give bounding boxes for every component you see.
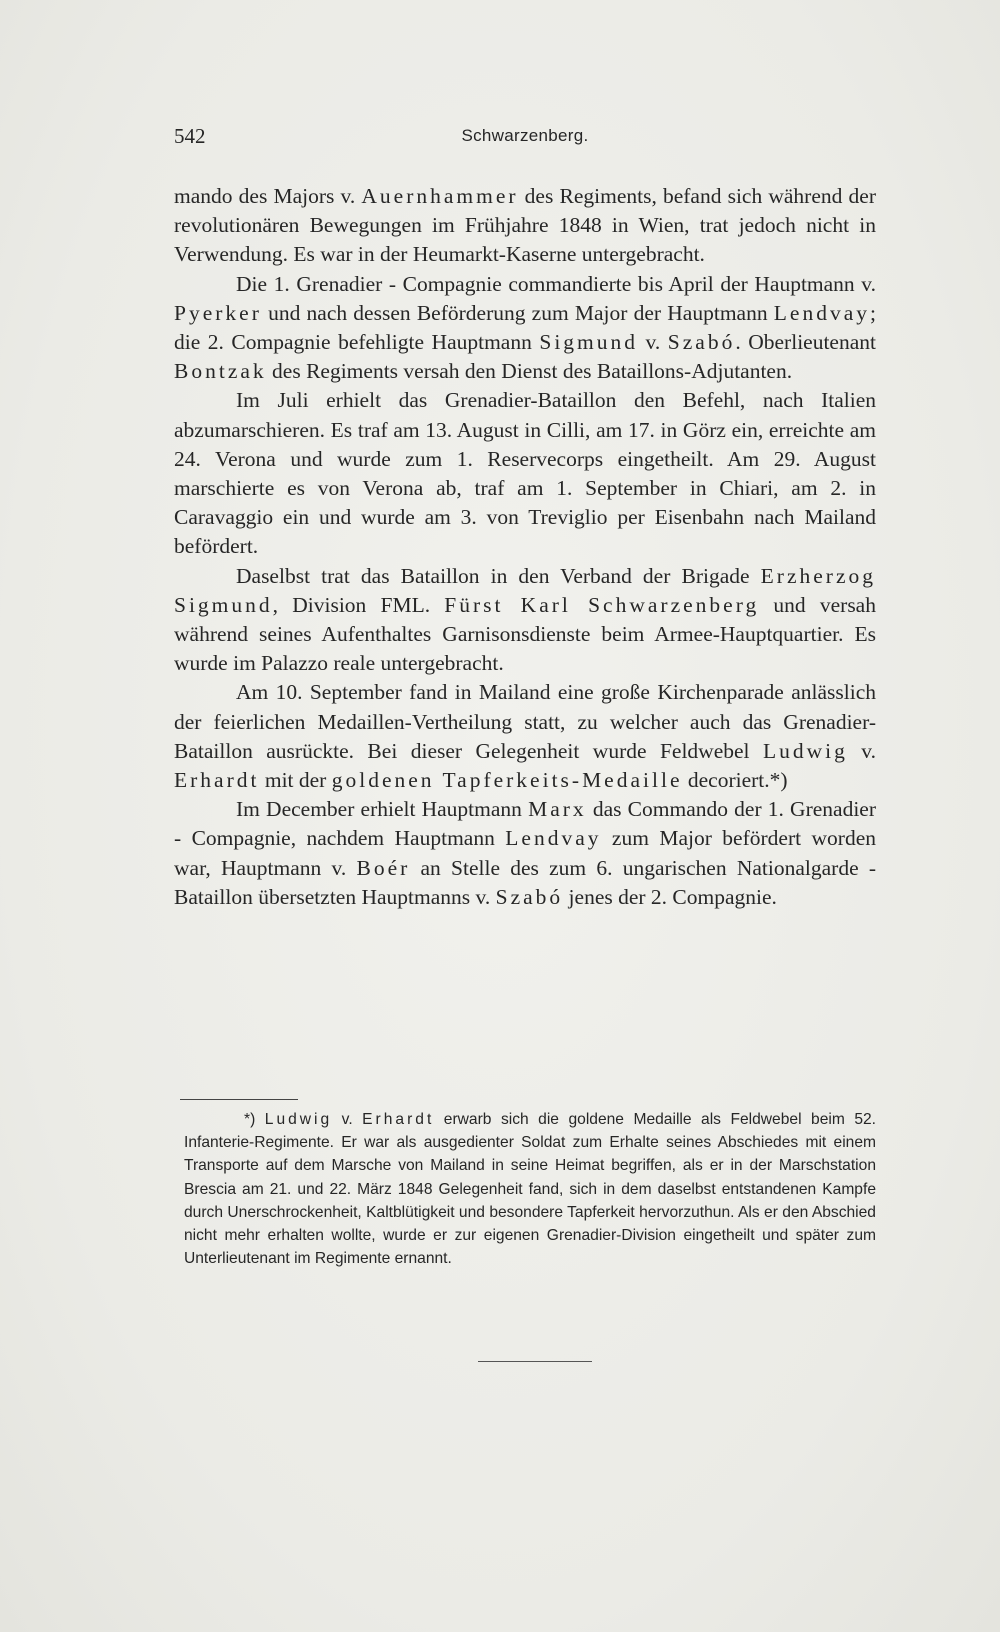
text-run: erwarb sich die goldene Medaille als Feldwebel beim 52. Infanterie-Regimente. Er war als ausgedienter Soldat zum Erhalte seines Abschiedes mit einem Transporte auf dem Marsche von Mailand in seine Heimat begriffen, als er in der Marschstation Brescia am 21. und 22. März 1848 Gelegenheit fand, sich in dem daselbst entstandenen Kampfe durch Unerschrockenheit, Kaltblütigkeit und besondere Tapferkeit hervorzuthun. Als er den Abschied nicht mehr erhalten wollte, wurde er zur eigenen Grenadier-Division eingetheilt und später zum Unterlieutenant im Regimente ernannt. <box>184 1111 877 1268</box>
spaced-name: Lendvay <box>773 300 871 325</box>
text-run: jenes der 2. Compagnie. <box>563 884 777 909</box>
text-run: , Division FML. <box>272 592 445 617</box>
spaced-name: Erhardt <box>174 768 260 793</box>
running-title: Schwarzenberg. <box>461 126 589 145</box>
text-run: Im December erhielt Hauptmann <box>236 797 529 822</box>
page-number: 542 <box>174 124 206 148</box>
spaced-name: Erzherzog Sigmund <box>174 563 876 617</box>
spaced-name: Marx <box>528 797 587 822</box>
text-run: und nach dessen Beförderung zum Major der Hauptmann <box>261 300 774 325</box>
spaced-name: Boér <box>356 855 411 880</box>
spaced-name: Erhardt <box>362 1111 435 1128</box>
footnote-separator <box>180 1099 298 1100</box>
text-run: zum Major befördert worden war, Hauptmann v. <box>174 826 876 880</box>
text-run: . Oberlieutenant <box>735 330 876 355</box>
end-rule <box>478 1361 592 1362</box>
spaced-name: Szabó <box>667 330 736 355</box>
text-run: Im Juli erhielt das Grenadier-Bataillon den Befehl, nach Italien abzumarschieren. Es traf am 13. August in Cilli, am 17. in Görz ein, erreichte am 24. Verona und wurde zum 1. Reservecorps eingetheilt. Am 29. August marschierte es von Verona ab, traf am 1. September in Chiari, am 2. in Caravaggio ein und wurde am 3. von Treviglio per Eisenbahn nach Mailand befördert. <box>174 388 876 559</box>
spaced-name: Fürst Karl Schwarzenberg <box>444 592 760 617</box>
spaced-name: Ludwig <box>264 1111 333 1128</box>
footnote-paragraph <box>184 1108 876 1270</box>
text-run: das Commando der 1. Grenadier - Compagnie, nachdem Hauptmann <box>174 797 876 851</box>
paragraph <box>174 182 876 270</box>
spaced-name: Auernhammer <box>361 184 519 208</box>
text-run: des Regiments versah den Dienst des Bataillons-Adjutanten. <box>266 359 793 384</box>
text-run: und versah während seines Aufenthaltes Garnisonsdienste beim Armee-Hauptquartier. Es wurde im Palazzo reale untergebracht. <box>174 592 876 676</box>
text-run: Die 1. Grenadier - Compagnie commandierte bis April der Hauptmann v. <box>236 271 876 296</box>
spaced-name: Ludwig <box>762 738 848 763</box>
text-run: mit der <box>259 768 332 793</box>
paragraph <box>174 562 876 679</box>
spaced-name: Bontzak <box>174 359 267 384</box>
text-run: des Regiments, befand sich während der revolutionären Bewegungen im Frühjahre 1848 in Wien, trat jedoch nicht in Verwendung. Es war in der Heumarkt-Kaserne untergebracht. <box>174 184 876 267</box>
text-run: ; die 2. Compagnie befehligte Hauptmann <box>174 300 876 355</box>
spaced-name: Pyerker <box>174 300 262 325</box>
text-run: Am 10. September fand in Mailand eine große Kirchenparade anlässlich der feierlichen Medaillen-Vertheilung statt, zu welcher auch das Grenadier-Bataillon ausrückte. Bei dieser Gelegenheit wurde Feldwebel <box>174 680 876 763</box>
text-run: decoriert.*) <box>682 768 788 793</box>
spaced-name: goldenen Tapferkeits-Medaille <box>331 768 683 793</box>
text-run: Daselbst trat das Bataillon in den Verband der Brigade <box>236 563 761 588</box>
paragraph <box>174 386 876 561</box>
spaced-name: Lendvay <box>505 826 602 851</box>
text-run: mando des Majors v. <box>174 184 362 208</box>
paragraph <box>174 678 876 795</box>
text-run: v. <box>847 738 877 763</box>
body-text <box>174 182 876 912</box>
text-run: *) <box>244 1111 265 1128</box>
paragraph <box>174 795 876 912</box>
page-header <box>174 124 876 154</box>
spaced-name: Szabó <box>495 884 564 909</box>
paragraph <box>174 270 876 387</box>
text-run: v. <box>332 1111 363 1128</box>
spaced-name: Sigmund <box>539 330 639 355</box>
footnote <box>184 1108 876 1270</box>
text-run: an Stelle des zum 6. ungarischen Nationalgarde - Bataillon übersetzten Hauptmanns v. <box>174 855 877 909</box>
text-run: v. <box>638 330 668 355</box>
